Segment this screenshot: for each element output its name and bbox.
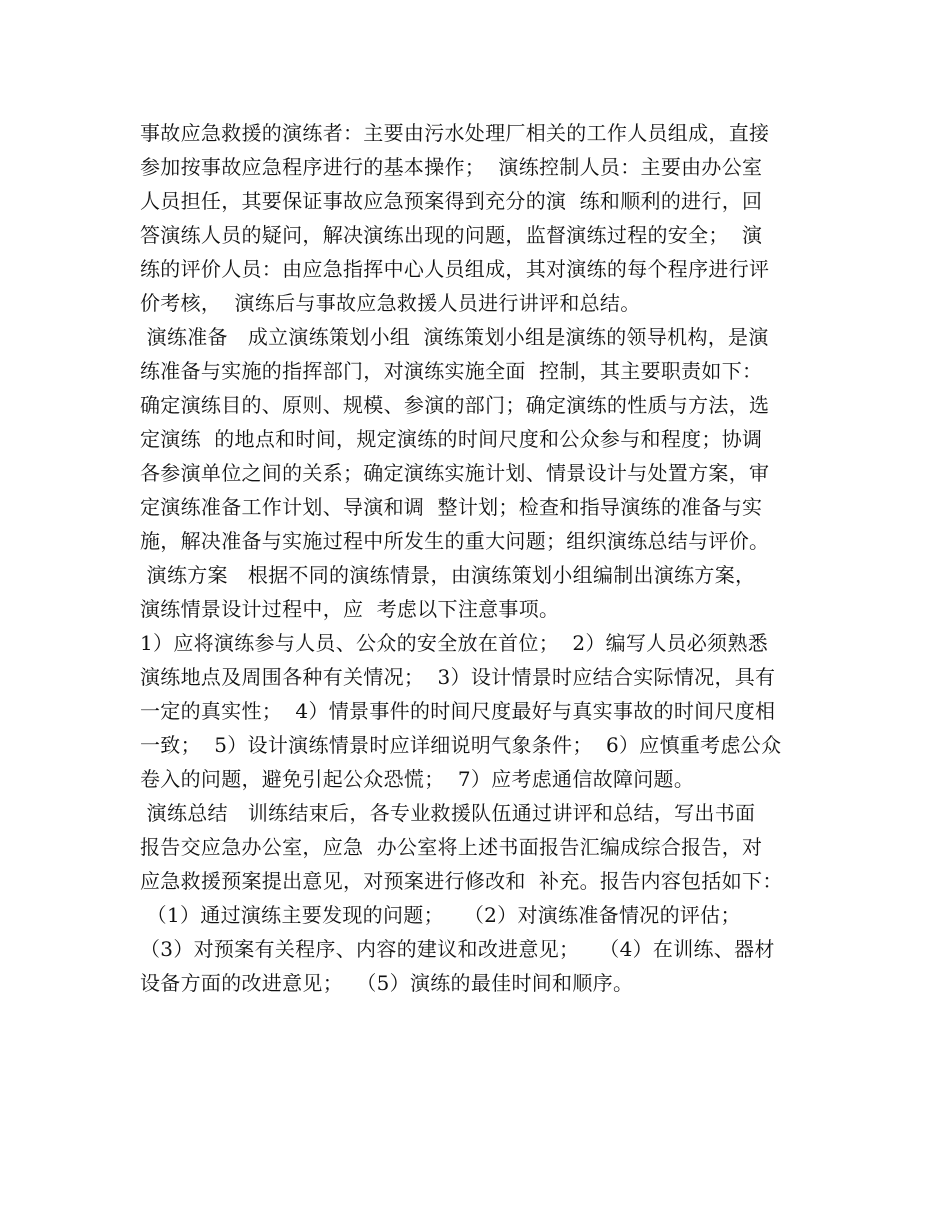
text-line: 演练情景设计过程中，应 考虑以下注意事项。 [140,597,560,621]
text-line: 答演练人员的疑问，解决演练出现的问题，监督演练过程的安全； 演 [140,223,763,247]
text-line: 各参演单位之间的关系；确定演练实施计划、情景设计与处置方案，审 [140,461,770,485]
text-line: 施，解决准备与实施过程中所发生的重大问题；组织演练总结与评价。 [140,529,770,553]
list-line: 演练地点及周围各种有关情况； 3）设计情景时应结合实际情况，具有 [140,665,776,689]
list-line: 设备方面的改进意见； （5）演练的最佳时间和顺序。 [140,971,634,995]
text-line: 价考核， 演练后与事故应急救援人员进行讲评和总结。 [140,291,641,315]
section-heading-line: 演练总结 训练结束后，各专业救援队伍通过讲评和总结，写出书面 [140,801,756,825]
list-line: 1）应将演练参与人员、公众的安全放在首位； 2）编写人员必须熟悉 [140,631,769,655]
section-heading-line: 演练方案 根据不同的演练情景，由演练策划小组编制出演练方案， [140,563,756,587]
list-line: 一定的真实性； 4）情景事件的时间尺度最好与真实事故的时间尺度相 [140,699,776,723]
text-line: 练的评价人员：由应急指挥中心人员组成，其对演练的每个程序进行评 [140,257,770,281]
body-text [140,116,840,1000]
text-line: 事故应急救援的演练者：主要由污水处理厂相关的工作人员组成，直接 [140,121,770,145]
section-heading-line: 演练准备 成立演练策划小组 演练策划小组是演练的领导机构，是演 [140,325,769,349]
text-line: 参加按事故应急程序进行的基本操作； 演练控制人员：主要由办公室 [140,155,763,179]
text-line: 人员担任，其要保证事故应急预案得到充分的演 练和顺利的进行，回 [140,189,763,213]
text-line: 确定演练目的、原则、规模、参演的部门；确定演练的性质与方法，选 [140,393,770,417]
list-line: （1）通过演练主要发现的问题； （2）对演练准备情况的评估； [140,903,741,927]
text-line: 定演练准备工作计划、导演和调 整计划；检查和指导演练的准备与实 [140,495,763,519]
list-line: 卷入的问题，避免引起公众恐慌； 7）应考虑通信故障问题。 [140,767,695,791]
list-line: 一致； 5）设计演练情景时应详细说明气象条件； 6）应慎重考虑公众 [140,733,782,757]
text-line: 应急救援预案提出意见，对预案进行修改和 补充。报告内容包括如下： [140,869,783,893]
list-line: （3）对预案有关程序、内容的建议和改进意见； （4）在训练、器材 [140,937,775,961]
text-line: 定演练 的地点和时间，规定演练的时间尺度和公众参与和程度；协调 [140,427,763,451]
text-line: 报告交应急办公室，应急 办公室将上述书面报告汇编成综合报告，对 [140,835,763,859]
text-line: 练准备与实施的指挥部门，对演练实施全面 控制，其主要职责如下： [140,359,763,383]
